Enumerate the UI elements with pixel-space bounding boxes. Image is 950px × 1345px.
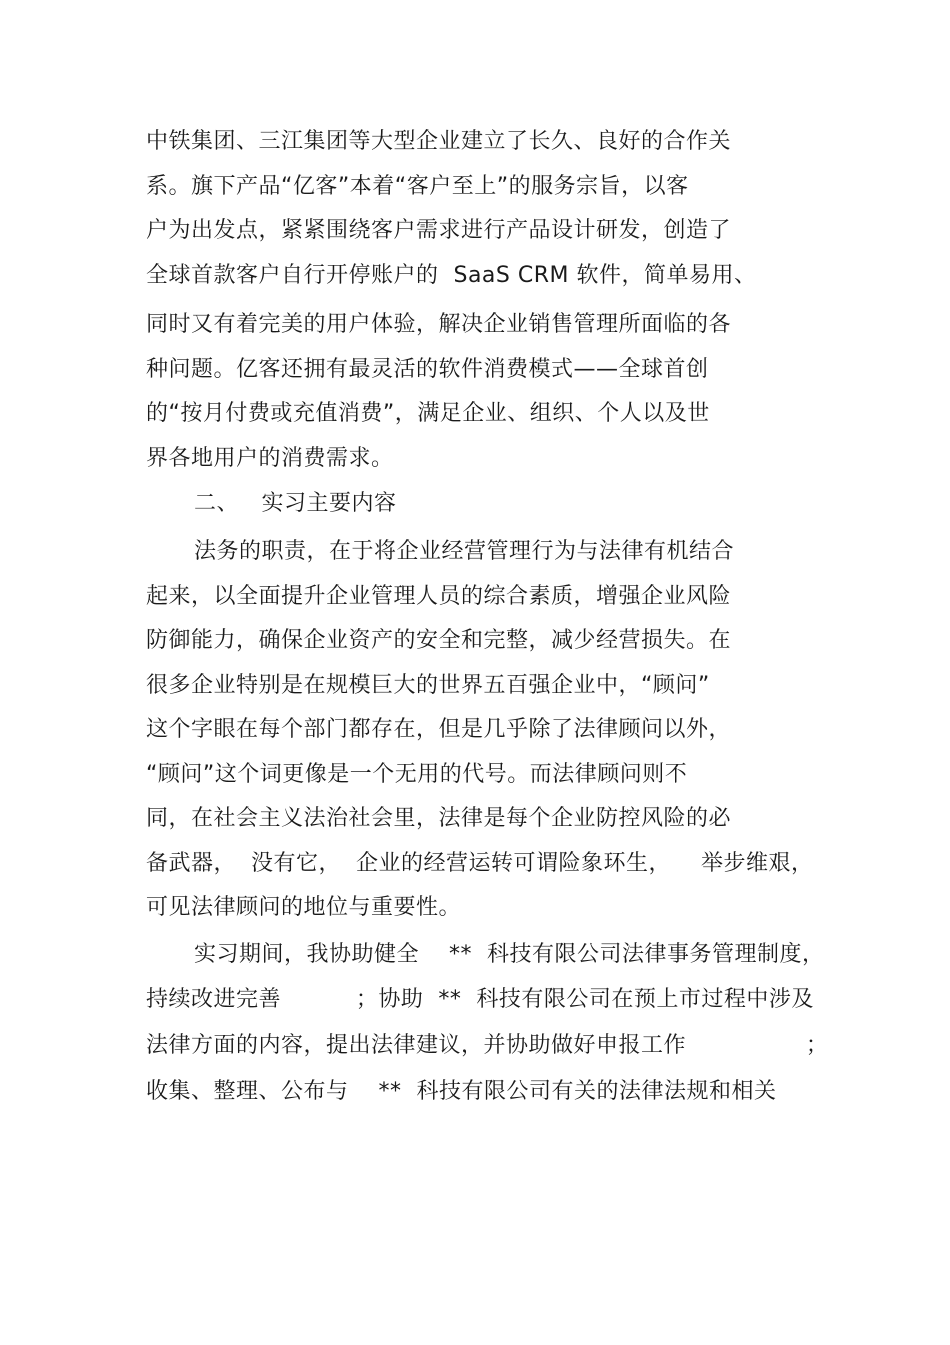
paragraph-line: 同，在社会主义法治社会里，法律是每个企业防控风险的必 xyxy=(146,806,732,831)
section-heading: 二、 实习主要内容 xyxy=(194,491,397,516)
paragraph-line: 防御能力，确保企业资产的安全和完整，减少经营损失。在 xyxy=(146,628,732,653)
paragraph-line: 同时又有着完美的用户体验，解决企业销售管理所面临的各 xyxy=(146,312,732,337)
paragraph-line: 法务的职责，在于将企业经营管理行为与法律有机结合 xyxy=(194,539,735,564)
paragraph-line: 户为出发点，紧紧围绕客户需求进行产品设计研发，创造了 xyxy=(146,218,732,243)
paragraph-line: 这个字眼在每个部门都存在，但是几乎除了法律顾问以外， xyxy=(146,717,732,742)
paragraph-line: 中铁集团、三江集团等大型企业建立了长久、良好的合作关 xyxy=(146,129,732,154)
paragraph-line: 种问题。亿客还拥有最灵活的软件消费模式——全球首创 xyxy=(146,357,709,382)
paragraph-line: 的“按月付费或充值消费”，满足企业、组织、个人以及世 xyxy=(146,401,710,426)
paragraph-line: 收集、整理、公布与 ** 科技有限公司有关的法律法规和相关 xyxy=(146,1079,777,1104)
paragraph-line: “顾问”这个词更像是一个无用的代号。而法律顾问则不 xyxy=(146,762,688,787)
paragraph-line: 全球首款客户自行开停账户的 SaaS CRM 软件，简单易用、 xyxy=(146,263,757,288)
paragraph-line: 备武器， 没有它， 企业的经营运转可谓险象环生， 举步维艰， xyxy=(146,851,814,876)
paragraph-line: 系。旗下产品“亿客”本着“客户至上”的服务宗旨，以客 xyxy=(146,174,689,199)
paragraph-line: 实习期间，我协助健全 ** 科技有限公司法律事务管理制度， xyxy=(194,942,825,967)
paragraph-line: 界各地用户的消费需求。 xyxy=(146,446,394,471)
paragraph-line: 持续改进完善 ；协助 ** 科技有限公司在预上市过程中涉及 xyxy=(146,987,814,1012)
paragraph-line: 起来，以全面提升企业管理人员的综合素质，增强企业风险 xyxy=(146,584,732,609)
paragraph-line: 很多企业特别是在规模巨大的世界五百强企业中，“顾问” xyxy=(146,673,710,698)
paragraph-line: 法律方面的内容，提出法律建议，并协助做好申报工作 ； xyxy=(146,1033,829,1058)
paragraph-line: 可见法律顾问的地位与重要性。 xyxy=(146,895,462,920)
